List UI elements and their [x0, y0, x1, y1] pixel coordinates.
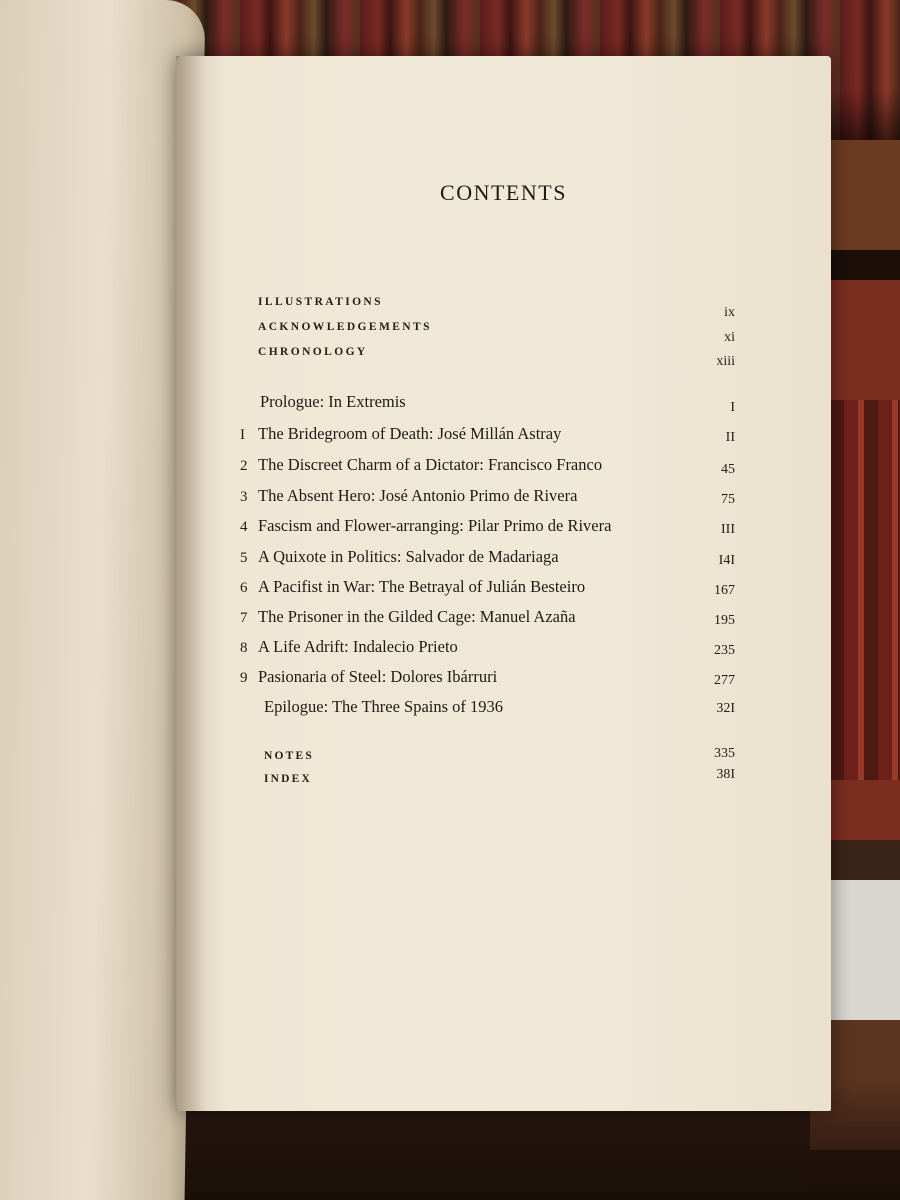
- chapter-page: I4I: [718, 553, 735, 568]
- front-matter-acknowledgements: ACKNOWLEDGEMENTS: [258, 321, 432, 333]
- chapter-page: III: [721, 522, 735, 537]
- front-matter-illustrations: ILLUSTRATIONS: [258, 296, 383, 308]
- chapter-page: 235: [714, 643, 735, 658]
- chapter-page: 75: [721, 492, 735, 507]
- chapter-number: 5: [240, 550, 248, 566]
- front-matter-page: ix: [724, 305, 735, 320]
- front-matter-page: xi: [724, 330, 735, 345]
- chapter-page: 32I: [716, 701, 735, 716]
- contents-page: [176, 56, 831, 1111]
- chapter-row: [264, 697, 754, 719]
- chapter-row: [240, 667, 730, 689]
- chapter-row: [240, 547, 730, 569]
- chapter-title: Epilogue: The Three Spains of 1936: [264, 697, 504, 716]
- chapter-row: [240, 486, 730, 508]
- chapter-page: 167: [714, 583, 735, 598]
- chapter-number: 9: [240, 670, 248, 686]
- chapter-title: The Prisoner in the Gilded Cage: Manuel Azaña: [258, 607, 576, 626]
- chapter-number: 2: [240, 458, 248, 474]
- chapter-row: [240, 637, 730, 659]
- chapter-number: 7: [240, 610, 248, 626]
- chapter-number: 3: [240, 489, 248, 505]
- chapter-title: The Absent Hero: José Antonio Primo de Rivera: [258, 486, 578, 505]
- chapter-row: [240, 424, 730, 446]
- page-title: CONTENTS: [440, 180, 567, 205]
- chapter-row: [240, 455, 730, 477]
- chapter-title: Prologue: In Extremis: [260, 392, 406, 411]
- front-matter-page: xiii: [716, 354, 735, 369]
- chapter-row: [240, 607, 730, 629]
- front-matter-chronology: CHRONOLOGY: [258, 346, 368, 358]
- chapter-row: [260, 392, 750, 414]
- chapter-row: [240, 577, 730, 599]
- end-matter-index: INDEX: [264, 773, 313, 785]
- chapter-row: [240, 516, 730, 538]
- end-matter-page: 38I: [716, 767, 735, 782]
- chapter-page: I: [730, 400, 735, 415]
- chapter-title: A Pacifist in War: The Betrayal of Julián Besteiro: [258, 577, 586, 596]
- left-page: [0, 0, 205, 1200]
- chapter-number: 4: [240, 519, 248, 535]
- chapter-title: The Discreet Charm of a Dictator: Francisco Franco: [258, 455, 603, 474]
- chapter-number: 6: [240, 580, 248, 596]
- end-matter-page: 335: [714, 746, 735, 761]
- chapter-page: 45: [721, 462, 735, 477]
- chapter-page: 277: [714, 673, 735, 688]
- chapter-title: A Life Adrift: Indalecio Prieto: [258, 637, 458, 656]
- chapter-page: II: [725, 430, 735, 445]
- chapter-title: Fascism and Flower-arranging: Pilar Primo de Rivera: [258, 516, 612, 535]
- chapter-number: I: [240, 427, 245, 443]
- page-gutter: [176, 56, 206, 1111]
- chapter-number: 8: [240, 640, 248, 656]
- chapter-page: 195: [714, 613, 735, 628]
- chapter-title: A Quixote in Politics: Salvador de Madariaga: [258, 547, 559, 566]
- chapter-title: The Bridegroom of Death: José Millán Astray: [258, 424, 562, 443]
- end-matter-notes: NOTES: [264, 750, 314, 762]
- chapter-title: Pasionaria of Steel: Dolores Ibárruri: [258, 667, 498, 686]
